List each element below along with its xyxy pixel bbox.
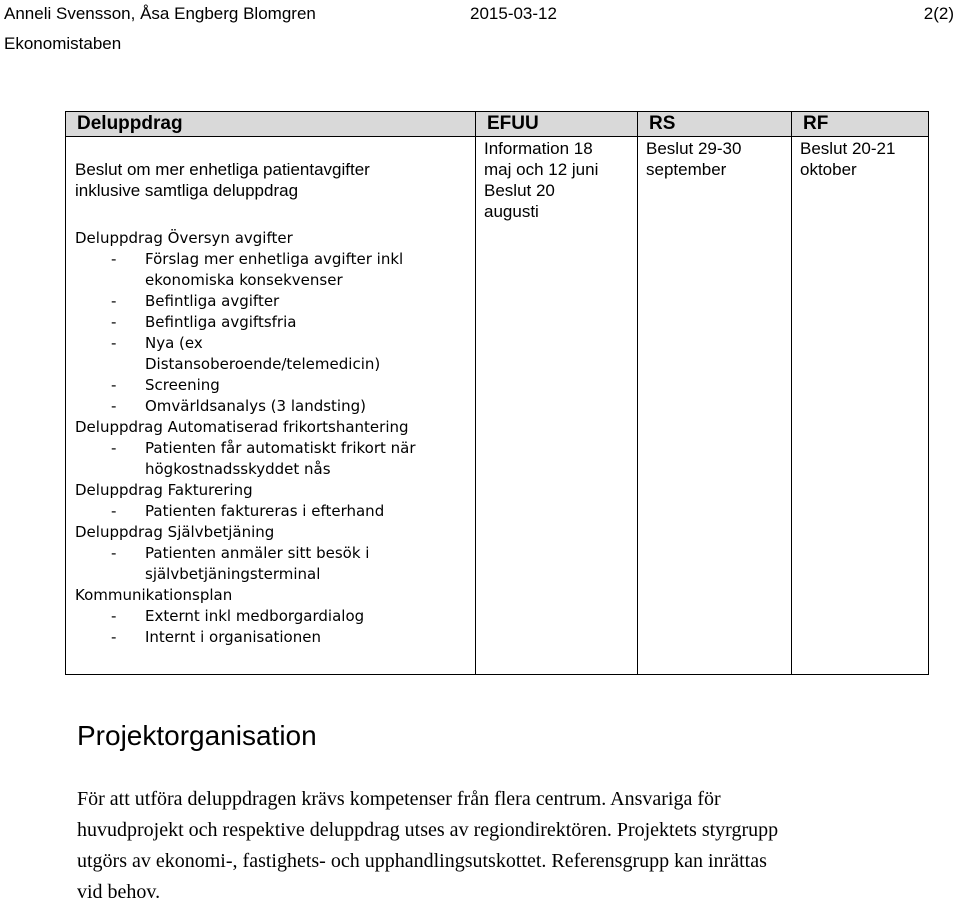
dash-bullet: - — [111, 250, 117, 268]
task-item — [75, 249, 475, 270]
task-item — [75, 333, 475, 354]
task-item — [75, 627, 475, 648]
task-item-text: Förslag mer enhetliga avgifter inkl — [145, 250, 404, 268]
task-title: Kommunikationsplan — [75, 586, 233, 604]
task-item — [75, 270, 475, 291]
table-header-row — [66, 112, 929, 137]
task-item — [75, 606, 475, 627]
task-item-text: självbetjäningsterminal — [145, 565, 321, 583]
column-header-rf: RF — [792, 112, 929, 137]
task-item-text: Patienten faktureras i efterhand — [145, 502, 385, 520]
paragraph-line: vid behov. — [77, 881, 161, 903]
task-item — [75, 354, 475, 375]
column-header-rs: RS — [638, 112, 792, 137]
rf-line: oktober — [800, 160, 857, 179]
task-item — [75, 564, 475, 585]
task-item — [75, 438, 475, 459]
task-item — [75, 501, 475, 522]
plan-table — [65, 111, 929, 675]
paragraph-line: utgörs av ekonomi-, fastighets- och upphandlingsutskottet. Referensgrupp kan inrättas — [77, 850, 767, 872]
column-header-efuu: EFUU — [476, 112, 638, 137]
rf-line: Beslut 20-21 — [800, 139, 896, 158]
task-item-text: Internt i organisationen — [145, 628, 321, 646]
column-header-deluppdrag: Deluppdrag — [66, 112, 476, 137]
rs-line: september — [646, 160, 727, 179]
task-item — [75, 459, 475, 480]
task-item-text: ekonomiska konsekvenser — [145, 271, 343, 289]
efuu-line: maj och 12 juni — [484, 160, 599, 179]
paragraph-line: huvudprojekt och respektive deluppdrag utses av regiondirektören. Projektets styrgrupp — [77, 819, 779, 841]
efuu-line: Information 18 — [484, 139, 593, 158]
table-body-row — [66, 137, 929, 675]
dash-bullet: - — [111, 292, 117, 310]
task-title: Deluppdrag Översyn avgifter — [75, 229, 293, 247]
task-title: Deluppdrag Självbetjäning — [75, 523, 275, 541]
efuu-line: augusti — [484, 202, 539, 221]
decision-label-line: inklusive samtliga deluppdrag — [75, 181, 299, 200]
task-item — [75, 291, 475, 312]
efuu-cell — [476, 137, 638, 675]
task-item — [75, 543, 475, 564]
efuu-line: Beslut 20 — [484, 181, 555, 200]
task-item-text: Screening — [145, 376, 220, 394]
page-header — [4, 4, 954, 58]
paragraph-line: För att utföra deluppdragen krävs kompetenser från flera centrum. Ansvariga för — [77, 788, 721, 810]
dash-bullet: - — [111, 397, 117, 415]
rs-cell — [638, 137, 792, 675]
dash-bullet: - — [111, 502, 117, 520]
dash-bullet: - — [111, 628, 117, 646]
dash-bullet: - — [111, 607, 117, 625]
task-item-text: Patienten anmäler sitt besök i — [145, 544, 370, 562]
task-item — [75, 396, 475, 417]
dash-bullet: - — [111, 313, 117, 331]
task-item-text: högkostnadsskyddet nås — [145, 460, 331, 478]
task-item-text: Patienten får automatiskt frikort när — [145, 439, 416, 457]
task-title: Deluppdrag Fakturering — [75, 481, 253, 499]
header-department: Ekonomistaben — [4, 34, 122, 53]
header-page-number: 2(2) — [923, 4, 954, 23]
task-item-text: Befintliga avgifter — [145, 292, 280, 310]
dash-bullet: - — [111, 439, 117, 457]
header-date: 2015-03-12 — [470, 4, 557, 23]
section-paragraph — [77, 784, 917, 908]
header-authors: Anneli Svensson, Åsa Engberg Blomgren — [4, 4, 316, 23]
rf-cell — [792, 137, 929, 675]
task-list — [75, 228, 475, 674]
rs-line: Beslut 29-30 — [646, 139, 742, 158]
dash-bullet: - — [111, 544, 117, 562]
dash-bullet: - — [111, 376, 117, 394]
task-cell — [66, 137, 476, 675]
task-item-text: Nya (ex — [145, 334, 203, 352]
task-item-text: Distansoberoende/telemedicin) — [145, 355, 381, 373]
task-item — [75, 375, 475, 396]
task-item — [75, 312, 475, 333]
section-heading: Projektorganisation — [77, 720, 317, 751]
decision-label-line: Beslut om mer enhetliga patientavgifter — [75, 160, 370, 179]
task-title: Deluppdrag Automatiserad frikortshantering — [75, 418, 409, 436]
decision-label — [75, 137, 475, 228]
task-item-text: Externt inkl medborgardialog — [145, 607, 365, 625]
task-item-text: Omvärldsanalys (3 landsting) — [145, 397, 366, 415]
dash-bullet: - — [111, 334, 117, 352]
task-item-text: Befintliga avgiftsfria — [145, 313, 297, 331]
